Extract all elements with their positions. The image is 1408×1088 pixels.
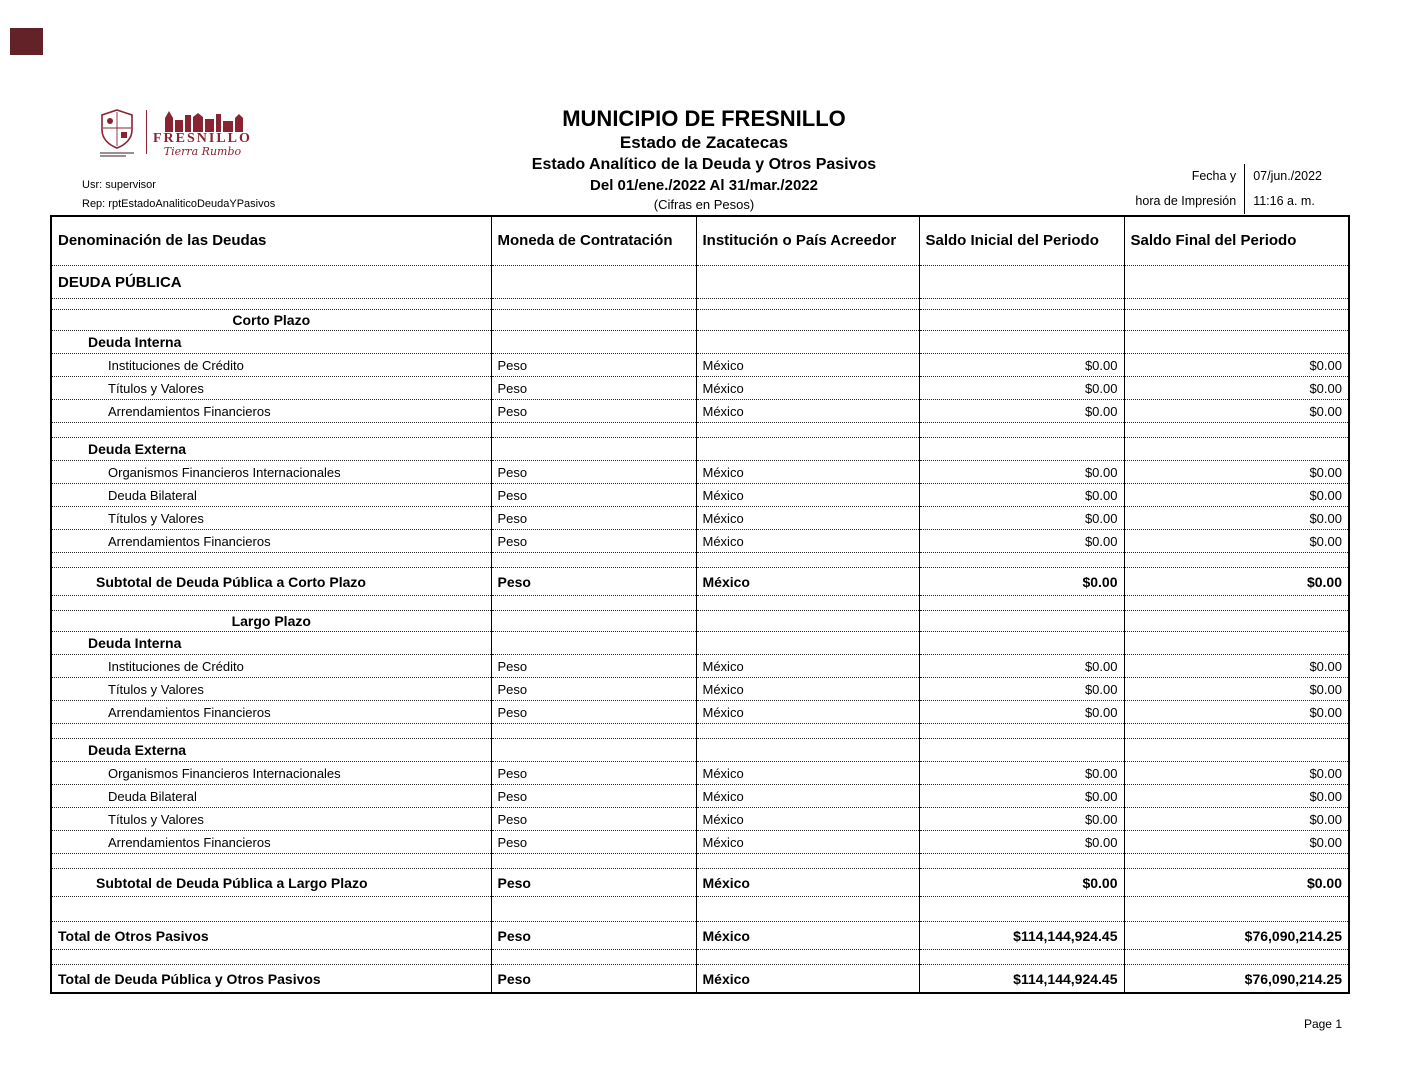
print-date-value: 07/jun./2022 <box>1253 169 1322 183</box>
cell-denominacion: Arrendamientos Financieros <box>51 530 491 553</box>
cell-denominacion: DEUDA PÚBLICA <box>51 266 491 299</box>
cell-saldo-final: $76,090,214.25 <box>1124 965 1349 994</box>
cell-saldo-inicial <box>919 310 1124 331</box>
page-number: Page 1 <box>1303 1017 1342 1031</box>
report-meta <box>82 176 275 214</box>
cell-institucion <box>696 438 919 461</box>
cell-moneda: Peso <box>491 400 696 423</box>
cell-saldo-inicial: $0.00 <box>919 701 1124 724</box>
cell-denominacion <box>51 854 491 869</box>
cell-saldo-inicial: $0.00 <box>919 484 1124 507</box>
cell-saldo-inicial: $0.00 <box>919 869 1124 897</box>
cell-saldo-inicial: $0.00 <box>919 785 1124 808</box>
report-period: Del 01/ene./2022 Al 31/mar./2022 <box>590 177 818 194</box>
cell-saldo-final <box>1124 331 1349 354</box>
cell-saldo-final <box>1124 423 1349 438</box>
col-header-saldo-inicial: Saldo Inicial del Periodo <box>919 216 1124 266</box>
printed-info-values <box>1245 164 1322 214</box>
print-date-label: Fecha y <box>1191 169 1237 183</box>
cell-denominacion: Deuda Bilateral <box>51 785 491 808</box>
cell-moneda <box>491 438 696 461</box>
table-row <box>51 632 1349 655</box>
debt-table-body <box>51 266 1349 994</box>
table-row <box>51 354 1349 377</box>
debt-table <box>50 215 1350 994</box>
cell-institucion <box>696 299 919 310</box>
cell-moneda <box>491 266 696 299</box>
cell-institucion: México <box>696 400 919 423</box>
col-header-denominacion: Denominación de las Deudas <box>51 216 491 266</box>
cell-denominacion: Deuda Externa <box>51 438 491 461</box>
cell-institucion: México <box>696 530 919 553</box>
cell-saldo-final <box>1124 299 1349 310</box>
state-subtitle: Estado de Zacatecas <box>619 133 789 152</box>
cell-saldo-final: $0.00 <box>1124 869 1349 897</box>
table-row <box>51 785 1349 808</box>
cell-institucion <box>696 331 919 354</box>
cell-denominacion <box>51 423 491 438</box>
cell-institucion: México <box>696 354 919 377</box>
cell-denominacion <box>51 596 491 611</box>
cell-denominacion: Total de Otros Pasivos <box>51 922 491 950</box>
cell-saldo-inicial <box>919 331 1124 354</box>
cell-saldo-final: $0.00 <box>1124 808 1349 831</box>
cell-moneda: Peso <box>491 568 696 596</box>
cell-saldo-inicial <box>919 596 1124 611</box>
cell-moneda <box>491 854 696 869</box>
cell-saldo-final: $0.00 <box>1124 678 1349 701</box>
cell-institucion <box>696 897 919 922</box>
cell-denominacion: Deuda Interna <box>51 632 491 655</box>
report-title: Estado Analítico de la Deuda y Otros Pasivos <box>531 156 877 173</box>
cell-moneda: Peso <box>491 354 696 377</box>
cell-moneda <box>491 423 696 438</box>
table-row <box>51 400 1349 423</box>
cell-moneda: Peso <box>491 530 696 553</box>
table-row <box>51 438 1349 461</box>
cell-moneda: Peso <box>491 461 696 484</box>
cell-institucion: México <box>696 701 919 724</box>
cell-institucion: México <box>696 965 919 994</box>
cell-saldo-inicial <box>919 423 1124 438</box>
cell-saldo-final <box>1124 611 1349 632</box>
corner-mark <box>10 28 43 55</box>
cell-denominacion: Arrendamientos Financieros <box>51 400 491 423</box>
cell-institucion: México <box>696 377 919 400</box>
cell-saldo-final: $0.00 <box>1124 655 1349 678</box>
table-row <box>51 507 1349 530</box>
table-row <box>51 266 1349 299</box>
cell-moneda: Peso <box>491 484 696 507</box>
table-row <box>51 739 1349 762</box>
cell-saldo-inicial <box>919 553 1124 568</box>
cell-saldo-inicial: $0.00 <box>919 377 1124 400</box>
table-row <box>51 484 1349 507</box>
cell-moneda: Peso <box>491 678 696 701</box>
cell-saldo-inicial <box>919 739 1124 762</box>
cell-saldo-final: $0.00 <box>1124 484 1349 507</box>
cell-saldo-final <box>1124 854 1349 869</box>
cell-saldo-inicial: $0.00 <box>919 678 1124 701</box>
logo-tagline-text: Tierra Rumbo <box>163 145 242 158</box>
cell-institucion <box>696 632 919 655</box>
col-header-institucion: Institución o País Acreedor <box>696 216 919 266</box>
cell-denominacion: Títulos y Valores <box>51 377 491 400</box>
cell-institucion: México <box>696 461 919 484</box>
cell-moneda: Peso <box>491 869 696 897</box>
table-row <box>51 568 1349 596</box>
printed-info <box>1135 164 1322 214</box>
cell-institucion <box>696 854 919 869</box>
cell-saldo-final <box>1124 724 1349 739</box>
cell-saldo-final: $0.00 <box>1124 400 1349 423</box>
print-time-value: 11:16 a. m. <box>1253 194 1315 208</box>
print-time-label: hora de Impresión <box>1135 194 1237 208</box>
cell-denominacion: Corto Plazo <box>51 310 491 331</box>
cell-moneda: Peso <box>491 655 696 678</box>
table-row <box>51 922 1349 950</box>
page-title: MUNICIPIO DE FRESNILLO <box>562 106 846 131</box>
cell-denominacion: Títulos y Valores <box>51 678 491 701</box>
cell-saldo-inicial: $0.00 <box>919 461 1124 484</box>
cell-denominacion: Instituciones de Crédito <box>51 354 491 377</box>
cell-saldo-inicial <box>919 611 1124 632</box>
cell-institucion: México <box>696 678 919 701</box>
table-row <box>51 678 1349 701</box>
table-row <box>51 461 1349 484</box>
col-header-moneda: Moneda de Contratación <box>491 216 696 266</box>
cell-saldo-inicial <box>919 724 1124 739</box>
cell-moneda: Peso <box>491 507 696 530</box>
cell-denominacion: Total de Deuda Pública y Otros Pasivos <box>51 965 491 994</box>
cell-institucion <box>696 553 919 568</box>
user-label: Usr: supervisor <box>82 179 156 191</box>
cell-moneda <box>491 950 696 965</box>
cell-moneda: Peso <box>491 922 696 950</box>
table-row <box>51 596 1349 611</box>
table-row <box>51 762 1349 785</box>
table-row <box>51 854 1349 869</box>
cell-saldo-final: $0.00 <box>1124 831 1349 854</box>
cell-denominacion <box>51 724 491 739</box>
cell-saldo-inicial: $0.00 <box>919 808 1124 831</box>
cell-saldo-inicial: $114,144,924.45 <box>919 922 1124 950</box>
cell-denominacion <box>51 950 491 965</box>
cell-saldo-inicial <box>919 266 1124 299</box>
cell-moneda <box>491 611 696 632</box>
cell-saldo-final <box>1124 897 1349 922</box>
cell-moneda: Peso <box>491 377 696 400</box>
cell-institucion <box>696 596 919 611</box>
cell-moneda <box>491 553 696 568</box>
cell-denominacion: Organismos Financieros Internacionales <box>51 762 491 785</box>
cell-moneda <box>491 739 696 762</box>
table-row <box>51 530 1349 553</box>
cell-institucion <box>696 310 919 331</box>
cell-saldo-inicial: $114,144,924.45 <box>919 965 1124 994</box>
cell-denominacion: Organismos Financieros Internacionales <box>51 461 491 484</box>
table-row <box>51 299 1349 310</box>
cell-moneda <box>491 299 696 310</box>
table-row <box>51 423 1349 438</box>
cell-saldo-inicial: $0.00 <box>919 831 1124 854</box>
cell-saldo-final <box>1124 310 1349 331</box>
cell-saldo-inicial: $0.00 <box>919 655 1124 678</box>
cell-institucion: México <box>696 831 919 854</box>
cell-institucion: México <box>696 484 919 507</box>
cell-institucion <box>696 611 919 632</box>
table-row <box>51 965 1349 994</box>
cell-saldo-final <box>1124 266 1349 299</box>
cell-saldo-final: $0.00 <box>1124 701 1349 724</box>
cell-saldo-final: $0.00 <box>1124 377 1349 400</box>
cell-denominacion: Arrendamientos Financieros <box>51 701 491 724</box>
cell-saldo-final: $0.00 <box>1124 762 1349 785</box>
cell-saldo-inicial: $0.00 <box>919 762 1124 785</box>
table-row <box>51 831 1349 854</box>
cell-institucion: México <box>696 922 919 950</box>
cell-saldo-final: $76,090,214.25 <box>1124 922 1349 950</box>
cell-saldo-final: $0.00 <box>1124 530 1349 553</box>
cell-saldo-inicial: $0.00 <box>919 530 1124 553</box>
cell-saldo-inicial: $0.00 <box>919 354 1124 377</box>
cell-institucion: México <box>696 568 919 596</box>
cell-denominacion: Arrendamientos Financieros <box>51 831 491 854</box>
cell-saldo-inicial <box>919 854 1124 869</box>
table-row <box>51 553 1349 568</box>
cell-denominacion <box>51 897 491 922</box>
cell-saldo-inicial: $0.00 <box>919 568 1124 596</box>
cell-saldo-final <box>1124 950 1349 965</box>
cell-saldo-final: $0.00 <box>1124 461 1349 484</box>
cell-institucion: México <box>696 655 919 678</box>
cell-moneda: Peso <box>491 701 696 724</box>
cell-moneda: Peso <box>491 965 696 994</box>
col-header-saldo-final: Saldo Final del Periodo <box>1124 216 1349 266</box>
cell-denominacion: Títulos y Valores <box>51 507 491 530</box>
cell-saldo-inicial <box>919 632 1124 655</box>
table-row <box>51 611 1349 632</box>
cell-denominacion: Deuda Bilateral <box>51 484 491 507</box>
cell-saldo-final: $0.00 <box>1124 507 1349 530</box>
cell-denominacion: Subtotal de Deuda Pública a Largo Plazo <box>51 869 491 897</box>
logo-brand-text: FRESNILLO <box>153 131 252 146</box>
table-row <box>51 377 1349 400</box>
cell-moneda <box>491 596 696 611</box>
cell-denominacion <box>51 299 491 310</box>
cell-moneda: Peso <box>491 785 696 808</box>
cell-denominacion: Largo Plazo <box>51 611 491 632</box>
cell-denominacion: Deuda Externa <box>51 739 491 762</box>
cell-moneda <box>491 331 696 354</box>
cell-saldo-final <box>1124 739 1349 762</box>
table-row <box>51 701 1349 724</box>
cell-saldo-final: $0.00 <box>1124 354 1349 377</box>
table-row <box>51 331 1349 354</box>
cell-denominacion <box>51 553 491 568</box>
cell-saldo-inicial: $0.00 <box>919 400 1124 423</box>
table-row <box>51 724 1349 739</box>
table-row <box>51 655 1349 678</box>
cell-denominacion: Subtotal de Deuda Pública a Corto Plazo <box>51 568 491 596</box>
cell-institucion <box>696 950 919 965</box>
cell-denominacion: Títulos y Valores <box>51 808 491 831</box>
cell-saldo-inicial <box>919 299 1124 310</box>
table-row <box>51 310 1349 331</box>
cell-moneda: Peso <box>491 831 696 854</box>
cell-institucion <box>696 266 919 299</box>
table-row <box>51 869 1349 897</box>
cell-moneda <box>491 897 696 922</box>
cell-institucion <box>696 724 919 739</box>
printed-info-labels <box>1135 164 1244 214</box>
cell-moneda: Peso <box>491 762 696 785</box>
cell-saldo-inicial <box>919 438 1124 461</box>
cell-institucion <box>696 423 919 438</box>
cell-saldo-final <box>1124 632 1349 655</box>
cell-saldo-final <box>1124 438 1349 461</box>
cell-saldo-final <box>1124 596 1349 611</box>
cell-moneda <box>491 310 696 331</box>
cell-moneda <box>491 632 696 655</box>
cell-institucion: México <box>696 785 919 808</box>
table-row <box>51 897 1349 922</box>
cell-saldo-final <box>1124 553 1349 568</box>
cell-saldo-inicial: $0.00 <box>919 507 1124 530</box>
cell-moneda: Peso <box>491 808 696 831</box>
cell-moneda <box>491 724 696 739</box>
cell-saldo-inicial <box>919 950 1124 965</box>
cell-institucion <box>696 739 919 762</box>
cell-institucion: México <box>696 507 919 530</box>
report-id-label: Rep: rptEstadoAnaliticoDeudaYPasivos <box>82 198 276 210</box>
table-row <box>51 808 1349 831</box>
cell-saldo-final: $0.00 <box>1124 568 1349 596</box>
cell-saldo-final: $0.00 <box>1124 785 1349 808</box>
cell-institucion: México <box>696 808 919 831</box>
cell-institucion: México <box>696 869 919 897</box>
cell-institucion: México <box>696 762 919 785</box>
table-header-row <box>51 216 1349 266</box>
cell-denominacion: Instituciones de Crédito <box>51 655 491 678</box>
units-note: (Cifras en Pesos) <box>653 197 755 212</box>
cell-denominacion: Deuda Interna <box>51 331 491 354</box>
table-row <box>51 950 1349 965</box>
cell-saldo-inicial <box>919 897 1124 922</box>
